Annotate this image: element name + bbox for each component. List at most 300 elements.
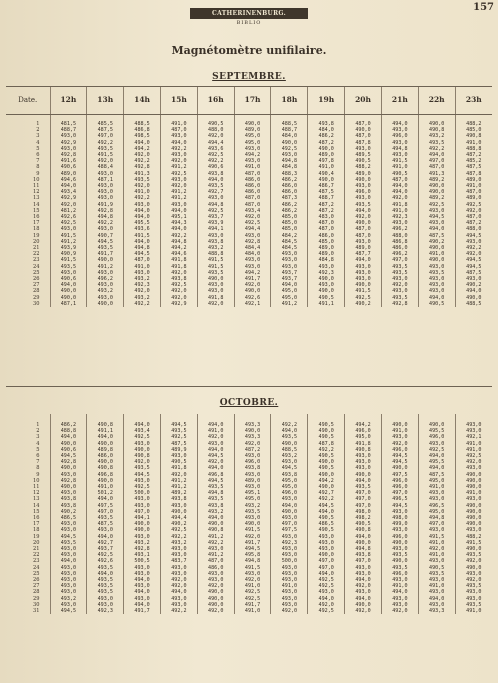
value-cell: 487,5 xyxy=(455,164,492,170)
value-cell: 490,0 xyxy=(418,115,455,128)
value-cell: 484,0 xyxy=(308,127,345,133)
value-cell: 494,5 xyxy=(455,233,492,239)
value-cell: 498,5 xyxy=(124,133,161,139)
value-cell: 491,7 xyxy=(124,608,161,614)
value-cell: 495,5 xyxy=(418,459,455,465)
date-cell: 23 xyxy=(33,558,40,565)
value-cell: 498,2 xyxy=(345,515,382,521)
value-cell: 492,3 xyxy=(308,270,345,276)
value-cell: 494,5 xyxy=(308,503,345,509)
value-cell: 487,0 xyxy=(308,226,345,232)
value-cell: 494,0 xyxy=(87,571,124,577)
value-cell: 493,5 xyxy=(50,540,87,546)
value-cell: 493,0 xyxy=(418,496,455,502)
value-cell: 493,0 xyxy=(124,478,161,484)
value-cell: 493,0 xyxy=(124,571,161,577)
value-cell: 494,0 xyxy=(50,282,87,288)
value-cell: 494,0 xyxy=(418,453,455,459)
value-cell: 487,0 xyxy=(308,220,345,226)
value-cell: 494,0 xyxy=(455,288,492,294)
value-cell: 492,7 xyxy=(308,490,345,496)
value-cell: 493,0 xyxy=(234,472,271,478)
value-cell: 489,9 xyxy=(160,447,197,453)
date-cell: 7 xyxy=(36,459,40,466)
value-cell: 493,5 xyxy=(234,509,271,515)
value-cell: 490,0 xyxy=(345,602,382,608)
value-cell: 491,0 xyxy=(418,484,455,490)
value-cell: 487,0 xyxy=(381,177,418,183)
value-cell: 494,5 xyxy=(50,534,87,540)
value-cell: 494,6 xyxy=(160,251,197,257)
value-cell: 485,0 xyxy=(271,220,308,226)
value-cell: 493,0 xyxy=(197,288,234,294)
value-cell: 496,0 xyxy=(271,490,308,496)
value-cell: 493,0 xyxy=(87,602,124,608)
value-cell: 492,7 xyxy=(87,540,124,546)
value-cell: 494,4 xyxy=(197,140,234,146)
value-cell: 490,0 xyxy=(87,478,124,484)
value-cell: 493,0 xyxy=(50,546,87,552)
date-cell: 12 xyxy=(33,490,40,497)
value-cell: 493,0 xyxy=(271,515,308,521)
value-cell: 493,0 xyxy=(50,589,87,595)
value-cell: 493,0 xyxy=(345,270,382,276)
value-cell: 490,5 xyxy=(308,527,345,533)
value-cell: 492,0 xyxy=(124,183,161,189)
value-cell: 487,2 xyxy=(308,208,345,214)
value-cell: 493,0 xyxy=(271,264,308,270)
value-cell: 495,0 xyxy=(234,496,271,502)
value-cell: 492,0 xyxy=(197,133,234,139)
value-cell: 492,1 xyxy=(455,434,492,440)
date-cell: 6 xyxy=(36,453,40,460)
value-cell: 492,5 xyxy=(271,146,308,152)
value-cell: 493,0 xyxy=(124,596,161,602)
value-cell: 486,2 xyxy=(271,177,308,183)
value-cell: 494,0 xyxy=(160,208,197,214)
value-cell: 493,0 xyxy=(271,152,308,158)
value-cell: 497,0 xyxy=(271,521,308,527)
value-cell: 493,5 xyxy=(197,484,234,490)
value-cell: 487,8 xyxy=(345,140,382,146)
column-header-hour: 15h xyxy=(160,87,197,115)
value-cell: 493,0 xyxy=(455,496,492,502)
value-cell: 492,5 xyxy=(197,152,234,158)
value-cell: 493,4 xyxy=(50,189,87,195)
value-cell: 491,9 xyxy=(87,202,124,208)
value-cell: 493,0 xyxy=(271,552,308,558)
value-cell: 492,5 xyxy=(124,484,161,490)
value-cell: 494,0 xyxy=(197,177,234,183)
value-cell: 493,9 xyxy=(50,245,87,251)
value-cell: 493,0 xyxy=(271,589,308,595)
value-cell: 487,0 xyxy=(418,164,455,170)
value-cell: 493,5 xyxy=(124,177,161,183)
date-cell: 18 xyxy=(33,226,40,233)
value-cell: 490,0 xyxy=(308,177,345,183)
value-cell: 492,0 xyxy=(234,441,271,447)
value-cell: 487,0 xyxy=(234,171,271,177)
value-cell: 492,7 xyxy=(197,189,234,195)
value-cell: 492,0 xyxy=(160,583,197,589)
value-cell: 487,2 xyxy=(234,447,271,453)
value-cell: 492,0 xyxy=(160,472,197,478)
value-cell: 493,0 xyxy=(345,589,382,595)
value-cell: 490,6 xyxy=(50,447,87,453)
value-cell: 491,7 xyxy=(87,251,124,257)
date-cell: 26 xyxy=(33,577,40,584)
value-cell: 492,3 xyxy=(271,540,308,546)
value-cell: 486,0 xyxy=(381,245,418,251)
value-cell: 493,5 xyxy=(455,583,492,589)
value-cell: 494,0 xyxy=(418,465,455,471)
value-cell: 497,5 xyxy=(271,527,308,533)
value-cell: 493,6 xyxy=(197,146,234,152)
column-header-hour: 14h xyxy=(124,87,161,115)
value-cell: 493,0 xyxy=(234,264,271,270)
value-cell: 486,0 xyxy=(197,565,234,571)
value-cell: 492,0 xyxy=(381,441,418,447)
value-cell: 494,8 xyxy=(234,558,271,564)
value-cell: 491,0 xyxy=(234,164,271,170)
value-cell: 491,2 xyxy=(160,164,197,170)
value-cell: 493,7 xyxy=(271,276,308,282)
value-cell: 492,5 xyxy=(234,596,271,602)
value-cell: 493,0 xyxy=(418,589,455,595)
value-cell: 486,7 xyxy=(308,183,345,189)
value-cell: 493,0 xyxy=(160,552,197,558)
value-cell: 493,0 xyxy=(345,565,382,571)
value-cell: 492,0 xyxy=(234,214,271,220)
column-header-hour: 23h xyxy=(455,87,492,115)
value-cell: 494,5 xyxy=(160,414,197,428)
value-cell: 486,8 xyxy=(381,239,418,245)
value-cell: 487,5 xyxy=(418,233,455,239)
date-cell: 5 xyxy=(36,145,40,152)
value-cell: 493,0 xyxy=(160,152,197,158)
date-cell: 9 xyxy=(36,170,40,177)
value-cell: 490,9 xyxy=(50,251,87,257)
value-cell: 492,5 xyxy=(87,552,124,558)
value-cell: 500,0 xyxy=(124,490,161,496)
date-cell: 13 xyxy=(33,496,40,503)
value-cell: 497,5 xyxy=(87,503,124,509)
value-cell: 487,5 xyxy=(160,441,197,447)
value-cell: 488,7 xyxy=(308,195,345,201)
value-cell: 493,2 xyxy=(197,509,234,515)
value-cell: 494,2 xyxy=(160,245,197,251)
value-cell: 494,0 xyxy=(381,189,418,195)
value-cell: 487,0 xyxy=(234,195,271,201)
value-cell: 493,0 xyxy=(381,509,418,515)
value-cell: 490,0 xyxy=(418,183,455,189)
value-cell: 496,0 xyxy=(381,534,418,540)
date-cell: 4 xyxy=(36,139,40,146)
value-cell: 493,0 xyxy=(271,602,308,608)
value-cell: 495,5 xyxy=(124,220,161,226)
date-cell: 13 xyxy=(33,195,40,202)
value-cell: 490,0 xyxy=(455,503,492,509)
value-cell: 491,5 xyxy=(455,540,492,546)
value-cell: 494,0 xyxy=(381,115,418,128)
value-cell: 493,0 xyxy=(418,264,455,270)
value-cell: 493,0 xyxy=(124,503,161,509)
value-cell: 493,0 xyxy=(50,226,87,232)
value-cell: 491,0 xyxy=(197,428,234,434)
value-cell: 490,6 xyxy=(50,276,87,282)
value-cell: 492,0 xyxy=(160,158,197,164)
value-cell: 492,6 xyxy=(234,295,271,301)
value-cell: 490,8 xyxy=(87,465,124,471)
value-cell: 492,0 xyxy=(160,577,197,583)
value-cell: 492,0 xyxy=(160,270,197,276)
value-cell: 497,0 xyxy=(124,509,161,515)
value-cell: 493,5 xyxy=(50,264,87,270)
value-cell: 484,0 xyxy=(271,133,308,139)
value-cell: 490,0 xyxy=(87,441,124,447)
value-cell: 488,2 xyxy=(455,534,492,540)
value-cell: 490,5 xyxy=(308,434,345,440)
value-cell: 494,0 xyxy=(271,282,308,288)
value-cell: 493,0 xyxy=(50,527,87,533)
value-cell: 497,0 xyxy=(345,490,382,496)
value-cell: 488,0 xyxy=(197,127,234,133)
value-cell: 493,5 xyxy=(197,183,234,189)
value-cell: 487,0 xyxy=(234,202,271,208)
value-cell: 491,0 xyxy=(160,115,197,128)
value-cell: 492,2 xyxy=(160,146,197,152)
value-cell: 488,8 xyxy=(197,251,234,257)
value-cell: 491,5 xyxy=(197,264,234,270)
value-cell: 496,0 xyxy=(381,571,418,577)
value-cell: 497,0 xyxy=(87,509,124,515)
value-cell: 494,4 xyxy=(234,226,271,232)
date-cell: 9 xyxy=(36,471,40,478)
column-header-hour: 12h xyxy=(50,87,87,115)
value-cell: 493,0 xyxy=(271,596,308,602)
value-cell: 491,0 xyxy=(455,447,492,453)
date-cell: 29 xyxy=(33,294,40,301)
value-cell: 492,3 xyxy=(381,214,418,220)
value-cell: 494,2 xyxy=(234,152,271,158)
value-cell: 493,0 xyxy=(50,602,87,608)
value-cell: 492,0 xyxy=(345,583,382,589)
value-cell: 492,8 xyxy=(50,152,87,158)
value-cell: 491,5 xyxy=(234,527,271,533)
value-cell: 493,0 xyxy=(160,571,197,577)
date-cell: 23 xyxy=(33,257,40,264)
value-cell: 493,0 xyxy=(234,233,271,239)
value-cell: 500,0 xyxy=(271,558,308,564)
value-cell: 491,7 xyxy=(234,276,271,282)
value-cell: 490,0 xyxy=(345,282,382,288)
value-cell: 493,0 xyxy=(124,270,161,276)
value-cell: 486,0 xyxy=(308,233,345,239)
section-divider xyxy=(6,386,492,387)
value-cell: 492,2 xyxy=(308,496,345,502)
value-cell: 493,0 xyxy=(87,527,124,533)
value-cell: 492,8 xyxy=(50,459,87,465)
date-cell: 18 xyxy=(33,527,40,534)
value-cell: 492,0 xyxy=(308,602,345,608)
value-cell: 487,0 xyxy=(197,558,234,564)
value-cell: 490,5 xyxy=(308,414,345,428)
date-cell: 7 xyxy=(36,158,40,165)
value-cell: 484,8 xyxy=(308,257,345,263)
value-cell: 493,0 xyxy=(455,571,492,577)
date-cell: 25 xyxy=(33,570,40,577)
value-cell: 493,5 xyxy=(381,295,418,301)
value-cell: 492,5 xyxy=(50,220,87,226)
value-cell: 493,0 xyxy=(345,465,382,471)
value-cell: 491,2 xyxy=(160,189,197,195)
value-cell: 489,2 xyxy=(418,177,455,183)
value-cell: 491,0 xyxy=(418,540,455,546)
value-cell: 493,8 xyxy=(160,496,197,502)
value-cell: 495,0 xyxy=(345,434,382,440)
value-cell: 490,8 xyxy=(418,127,455,133)
value-cell: 491,2 xyxy=(197,534,234,540)
value-cell: 494,6 xyxy=(50,177,87,183)
value-cell: 494,0 xyxy=(87,496,124,502)
value-cell: 494,8 xyxy=(345,546,382,552)
value-cell: 497,0 xyxy=(345,558,382,564)
value-cell: 490,5 xyxy=(418,565,455,571)
value-cell: 493,2 xyxy=(160,540,197,546)
value-cell: 493,0 xyxy=(381,152,418,158)
value-cell: 493,0 xyxy=(308,546,345,552)
value-cell: 493,0 xyxy=(455,527,492,533)
value-cell: 493,5 xyxy=(160,428,197,434)
value-cell: 494,0 xyxy=(271,503,308,509)
value-cell: 493,0 xyxy=(50,571,87,577)
value-cell: 493,0 xyxy=(455,239,492,245)
value-cell: 496,8 xyxy=(87,472,124,478)
value-cell: 487,1 xyxy=(50,301,87,307)
value-cell: 493,0 xyxy=(418,441,455,447)
value-cell: 494,0 xyxy=(160,589,197,595)
value-cell: 490,0 xyxy=(418,189,455,195)
value-cell: 493,0 xyxy=(124,202,161,208)
value-cell: 491,0 xyxy=(234,608,271,614)
value-cell: 490,5 xyxy=(308,515,345,521)
value-cell: 491,5 xyxy=(345,288,382,294)
column-header-hour: 17h xyxy=(234,87,271,115)
value-cell: 493,0 xyxy=(271,577,308,583)
value-cell: 493,2 xyxy=(197,245,234,251)
value-cell: 493,0 xyxy=(271,257,308,263)
value-cell: 496,0 xyxy=(418,434,455,440)
value-cell: 493,5 xyxy=(418,571,455,577)
value-cell: 493,0 xyxy=(87,171,124,177)
value-cell: 493,0 xyxy=(381,602,418,608)
value-cell: 490,0 xyxy=(87,257,124,263)
value-cell: 490,0 xyxy=(345,127,382,133)
value-cell: 487,7 xyxy=(345,251,382,257)
value-cell: 493,0 xyxy=(50,133,87,139)
value-cell: 490,5 xyxy=(197,115,234,128)
value-cell: 493,5 xyxy=(418,140,455,146)
value-cell: 491,0 xyxy=(87,484,124,490)
value-cell: 494,8 xyxy=(381,146,418,152)
value-cell: 494,0 xyxy=(197,414,234,428)
value-cell: 492,0 xyxy=(87,158,124,164)
value-cell: 493,0 xyxy=(455,276,492,282)
value-cell: 493,1 xyxy=(124,552,161,558)
value-cell: 493,4 xyxy=(234,208,271,214)
value-cell: 491,3 xyxy=(124,171,161,177)
stamp-label: CATHERINENBURG. xyxy=(190,8,308,19)
value-cell: 490,0 xyxy=(308,459,345,465)
value-cell: 492,0 xyxy=(124,288,161,294)
value-cell: 491,5 xyxy=(197,257,234,263)
value-cell: 493,0 xyxy=(160,596,197,602)
value-cell: 491,0 xyxy=(418,583,455,589)
value-cell: 494,0 xyxy=(124,239,161,245)
value-cell: 490,0 xyxy=(418,414,455,428)
value-cell: 488,8 xyxy=(50,428,87,434)
value-cell: 492,2 xyxy=(87,220,124,226)
value-cell: 488,7 xyxy=(50,127,87,133)
value-cell: 493,0 xyxy=(381,220,418,226)
value-cell: 493,0 xyxy=(418,490,455,496)
date-cell: 8 xyxy=(36,465,40,472)
value-cell: 491,0 xyxy=(418,251,455,257)
value-cell: 490,0 xyxy=(50,484,87,490)
value-cell: 488,0 xyxy=(455,226,492,232)
value-cell: 493,0 xyxy=(160,546,197,552)
value-cell: 490,0 xyxy=(124,447,161,453)
column-header-hour: 16h xyxy=(197,87,234,115)
value-cell: 491,8 xyxy=(197,295,234,301)
date-cell: 26 xyxy=(33,276,40,283)
value-cell: 493,0 xyxy=(87,226,124,232)
value-cell: 494,3 xyxy=(160,220,197,226)
value-cell: 490,0 xyxy=(234,521,271,527)
value-cell: 492,9 xyxy=(50,140,87,146)
value-cell: 493,0 xyxy=(418,276,455,282)
value-cell: 495,0 xyxy=(271,288,308,294)
value-cell: 494,0 xyxy=(418,596,455,602)
value-cell: 492,5 xyxy=(455,202,492,208)
value-cell: 492,0 xyxy=(455,459,492,465)
value-cell: 487,5 xyxy=(87,127,124,133)
value-cell: 494,1 xyxy=(124,515,161,521)
value-cell: 492,5 xyxy=(455,453,492,459)
value-cell: 490,8 xyxy=(345,447,382,453)
value-cell: 490,0 xyxy=(381,465,418,471)
value-cell: 497,0 xyxy=(345,503,382,509)
value-cell: 491,8 xyxy=(345,441,382,447)
value-cell: 492,2 xyxy=(160,534,197,540)
column-header-hour: 19h xyxy=(308,87,345,115)
value-cell: 494,0 xyxy=(87,534,124,540)
value-cell: 493,0 xyxy=(455,596,492,602)
value-cell: 484,8 xyxy=(271,164,308,170)
value-cell: 488,5 xyxy=(271,447,308,453)
value-cell: 492,5 xyxy=(234,589,271,595)
date-cell: 14 xyxy=(33,201,40,208)
value-cell: 492,8 xyxy=(381,301,418,307)
value-cell: 497,0 xyxy=(87,133,124,139)
value-cell: 492,5 xyxy=(160,527,197,533)
value-cell: 493,5 xyxy=(87,146,124,152)
value-cell: 492,5 xyxy=(308,583,345,589)
value-cell: 493,0 xyxy=(50,521,87,527)
value-cell: 490,2 xyxy=(455,282,492,288)
value-cell: 494,8 xyxy=(197,490,234,496)
value-cell: 493,0 xyxy=(87,596,124,602)
